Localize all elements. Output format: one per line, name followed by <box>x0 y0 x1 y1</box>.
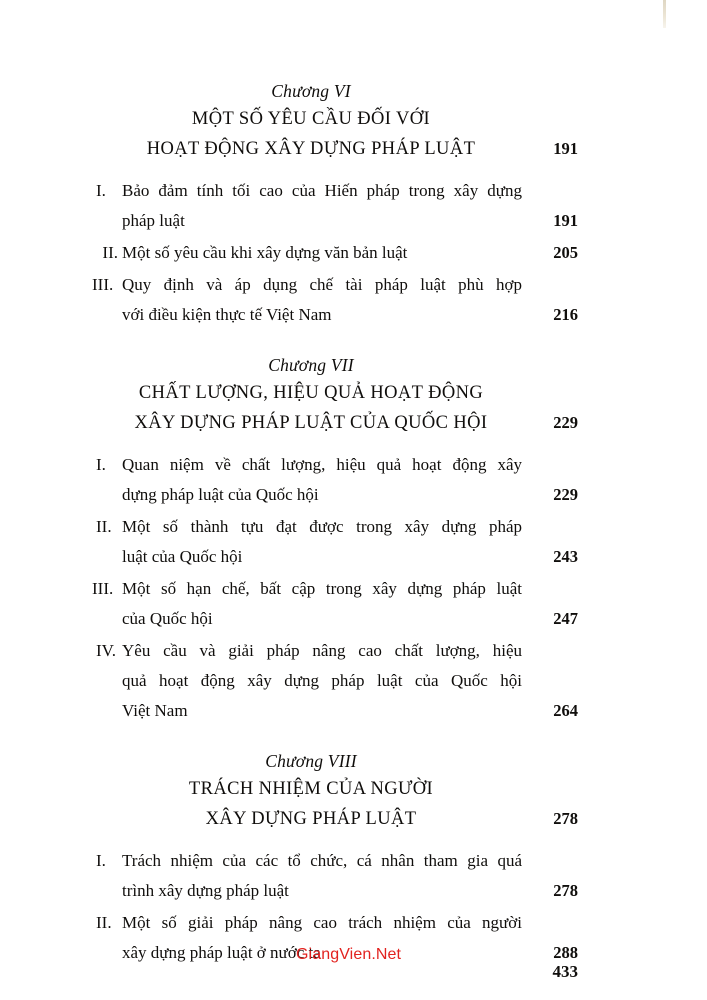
toc-entry-page-number: 216 <box>553 305 578 324</box>
toc-entry[interactable] <box>96 846 578 906</box>
toc-entry-line <box>96 908 522 938</box>
chapter-title-line <box>96 378 578 408</box>
toc-entry-line <box>96 636 522 666</box>
toc-entry-text: Yêu cầu và giải pháp nâng cao chất lượng, hiệu <box>122 641 522 660</box>
scan-edge-mark <box>663 0 666 28</box>
chapter-title-text: HOẠT ĐỘNG XÂY DỰNG PHÁP LUẬT <box>146 139 476 159</box>
toc-entry-line <box>122 542 578 572</box>
toc-entry-text: quả hoạt động xây dựng pháp luật của Quốc hội <box>122 671 522 690</box>
chapter-title-text: MỘT SỐ YÊU CẦU ĐỐI VỚI <box>191 109 431 129</box>
toc-entry[interactable] <box>96 512 578 572</box>
chapter-spacer <box>96 726 578 748</box>
toc-entry-line <box>92 270 522 300</box>
toc-entry-lines <box>92 574 578 634</box>
chapter-title-text: TRÁCH NHIỆM CỦA NGƯỜI <box>188 779 434 799</box>
toc-entry-line <box>96 176 522 206</box>
chapter-label: Chương VI <box>271 81 351 101</box>
toc-entry-text: Quan niệm về chất lượng, hiệu quả hoạt động xây <box>122 455 522 474</box>
toc-entry-lines <box>96 238 578 268</box>
toc-entry-line <box>122 666 522 696</box>
toc-entry-numeral: II. <box>96 517 112 536</box>
toc-entry-numeral: I. <box>96 455 106 474</box>
toc-entry[interactable] <box>96 636 578 726</box>
heading-spacer <box>96 834 578 844</box>
toc-entry-line <box>96 846 522 876</box>
toc-entry-line <box>92 574 522 604</box>
toc-entry-lines <box>96 450 578 510</box>
toc-entry-text: Quy định và áp dụng chế tài pháp luật phù hợp <box>122 275 522 294</box>
toc-entry-page-number: 247 <box>553 609 578 628</box>
chapter-spacer <box>96 330 578 352</box>
toc-entry-line <box>96 512 522 542</box>
toc-entry-lines <box>96 176 578 236</box>
toc-entry-numeral: IV. <box>96 641 116 660</box>
toc-entry-text: luật của Quốc hội <box>122 547 243 566</box>
toc-entry-numeral: III. <box>92 579 114 598</box>
toc-entry-text: Một số yêu cầu khi xây dựng văn bản luật <box>122 243 408 262</box>
chapter-title-text: XÂY DỰNG PHÁP LUẬT CỦA QUỐC HỘI <box>134 413 488 433</box>
page-folio-number: 433 <box>552 962 578 981</box>
toc-entry-lines <box>96 512 578 572</box>
toc-entry-text: Một số giải pháp nâng cao trách nhiệm của người <box>122 913 522 932</box>
toc-entry-line <box>96 450 522 480</box>
toc-entry-text: Một số thành tựu đạt được trong xây dựng pháp <box>122 517 522 536</box>
chapter-heading <box>96 352 578 438</box>
toc-entry-page-number: 205 <box>553 243 578 262</box>
toc-entry-line <box>122 876 578 906</box>
toc-entry[interactable] <box>92 574 578 634</box>
chapter-title-line <box>96 408 578 438</box>
toc-entry-numeral: II. <box>102 243 118 262</box>
toc-entry-numeral: III. <box>92 275 114 294</box>
toc-entry-text: xây dựng pháp luật ở nước ta <box>122 943 321 962</box>
toc-entry-lines <box>96 636 578 726</box>
toc-entry-page-number: 288 <box>553 943 578 962</box>
chapter-page-number: 229 <box>553 413 578 432</box>
toc-entry-text: Việt Nam <box>122 701 188 720</box>
toc-entry[interactable] <box>92 270 578 330</box>
toc-entry[interactable] <box>96 450 578 510</box>
toc-entry-numeral: I. <box>96 851 106 870</box>
chapter-title-text: XÂY DỰNG PHÁP LUẬT <box>205 809 417 829</box>
toc-entry[interactable] <box>96 238 578 268</box>
toc-entry-line <box>122 604 578 634</box>
chapter-heading <box>96 78 578 164</box>
chapter-label: Chương VII <box>268 355 354 375</box>
toc-entry-page-number: 278 <box>553 881 578 900</box>
toc-entry[interactable] <box>96 176 578 236</box>
chapter-title-text: CHẤT LƯỢNG, HIỆU QUẢ HOẠT ĐỘNG <box>138 383 484 403</box>
toc-entry-lines <box>92 270 578 330</box>
toc-entry-line <box>122 206 578 236</box>
toc-entry-line <box>122 480 578 510</box>
toc-entry-page-number: 191 <box>553 211 578 230</box>
toc-entry-page-number: 229 <box>553 485 578 504</box>
toc-entry-text: của Quốc hội <box>122 609 213 628</box>
toc-entry-line <box>122 696 578 726</box>
toc-entry-text: Bảo đảm tính tối cao của Hiến pháp trong xây dựng <box>122 181 522 200</box>
toc-entry-text: pháp luật <box>122 211 185 230</box>
chapter-title-line <box>96 104 578 134</box>
heading-spacer <box>96 438 578 448</box>
toc-entry-text: trình xây dựng pháp luật <box>122 881 289 900</box>
heading-spacer <box>96 164 578 174</box>
toc-entry-text: dựng pháp luật của Quốc hội <box>122 485 319 504</box>
chapter-page-number: 191 <box>553 139 578 158</box>
toc-entry-page-number: 243 <box>553 547 578 566</box>
toc-entry-page-number: 264 <box>553 701 578 720</box>
toc-entry-text: Trách nhiệm của các tổ chức, cá nhân tham gia quá <box>122 851 522 870</box>
chapter-page-number: 278 <box>553 809 578 828</box>
chapter-label: Chương VIII <box>265 751 357 771</box>
toc-entry-lines <box>96 846 578 906</box>
chapter-title-line <box>96 134 578 164</box>
toc-entry-text: Một số hạn chế, bất cập trong xây dựng pháp luật <box>122 579 522 598</box>
table-of-contents <box>92 78 578 968</box>
watermark-giangvien: GiangVien.Net <box>296 946 402 963</box>
toc-entry-line <box>122 300 578 330</box>
chapter-title-line <box>96 774 578 804</box>
toc-entry-line <box>102 238 578 268</box>
toc-entry-numeral: II. <box>96 913 112 932</box>
toc-entry-numeral: I. <box>96 181 106 200</box>
chapter-heading <box>96 748 578 834</box>
chapter-title-line <box>96 804 578 834</box>
toc-entry-text: với điều kiện thực tế Việt Nam <box>122 305 332 324</box>
